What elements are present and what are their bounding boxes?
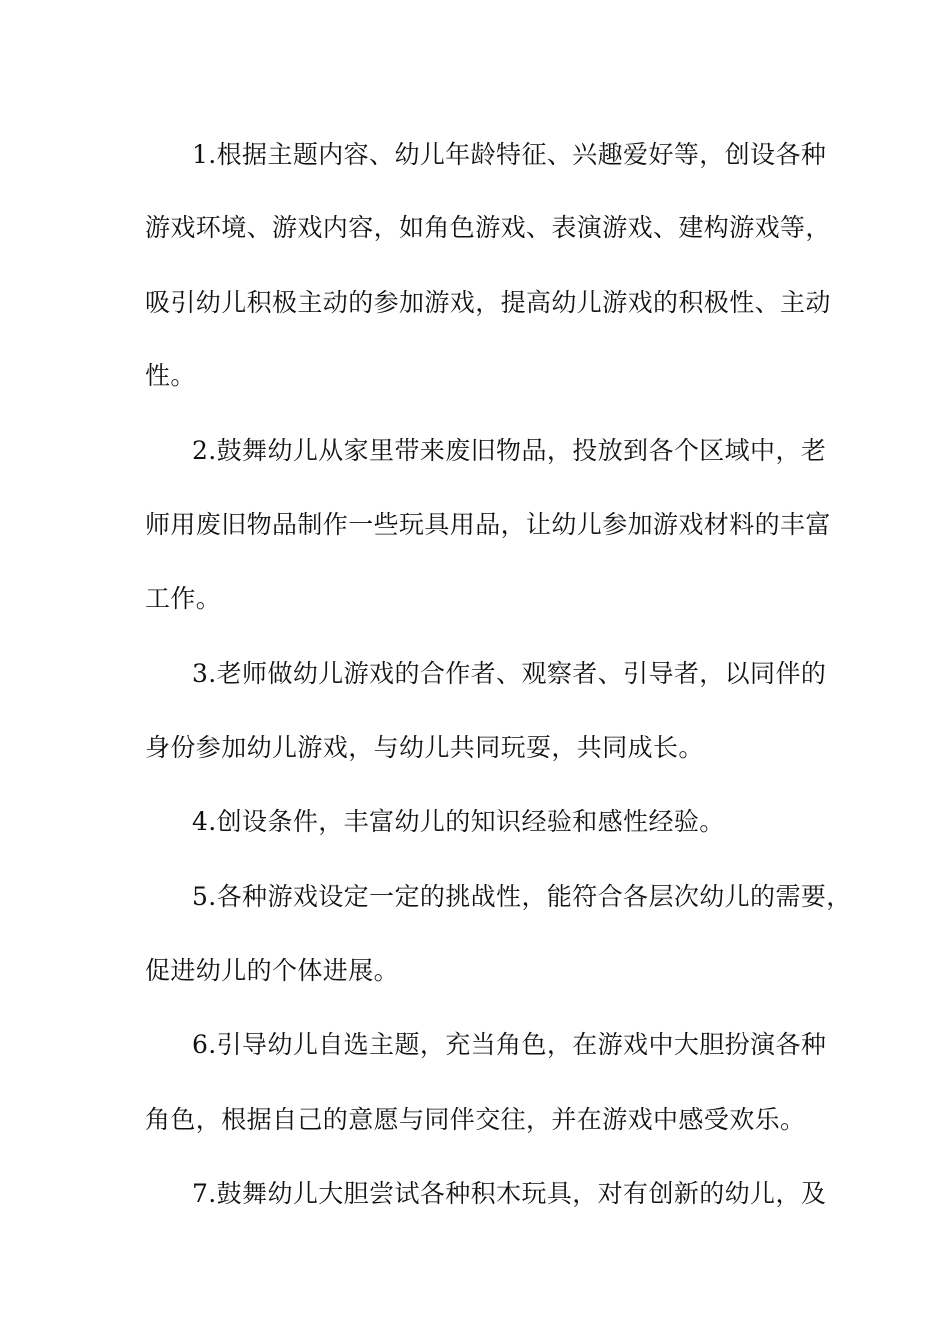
item-5-line-2: 促进幼儿的个体进展。 [145,956,400,985]
item-2-line-3: 工作。 [145,584,222,613]
item-1-line-3: 吸引幼儿积极主动的参加游戏，提高幼儿游戏的积极性、主动 [145,288,831,317]
item-4-line-1: 4.创设条件，丰富幼儿的知识经验和感性经验。 [192,807,725,836]
item-3-line-1: 3.老师做幼儿游戏的合作者、观察者、引导者，以同伴的 [192,659,827,688]
item-5-line-1: 5.各种游戏设定一定的挑战性，能符合各层次幼儿的需要， [192,882,852,911]
item-2-line-1: 2.鼓舞幼儿从家里带来废旧物品，投放到各个区域中，老 [192,436,827,465]
item-6-line-1: 6.引导幼儿自选主题，充当角色，在游戏中大胆扮演各种 [192,1030,827,1059]
item-2-line-2: 师用废旧物品制作一些玩具用品，让幼儿参加游戏材料的丰富 [145,510,831,539]
item-1-line-2: 游戏环境、游戏内容，如角色游戏、表演游戏、建构游戏等， [145,213,831,242]
item-1-line-4: 性。 [145,361,196,390]
item-1-line-1: 1.根据主题内容、幼儿年龄特征、兴趣爱好等，创设各种 [192,140,827,169]
item-7-line-1: 7.鼓舞幼儿大胆尝试各种积木玩具，对有创新的幼儿，及 [192,1179,827,1208]
item-3-line-2: 身份参加幼儿游戏，与幼儿共同玩耍，共同成长。 [145,733,704,762]
item-6-line-2: 角色，根据自己的意愿与同伴交往，并在游戏中感受欢乐。 [145,1105,806,1134]
